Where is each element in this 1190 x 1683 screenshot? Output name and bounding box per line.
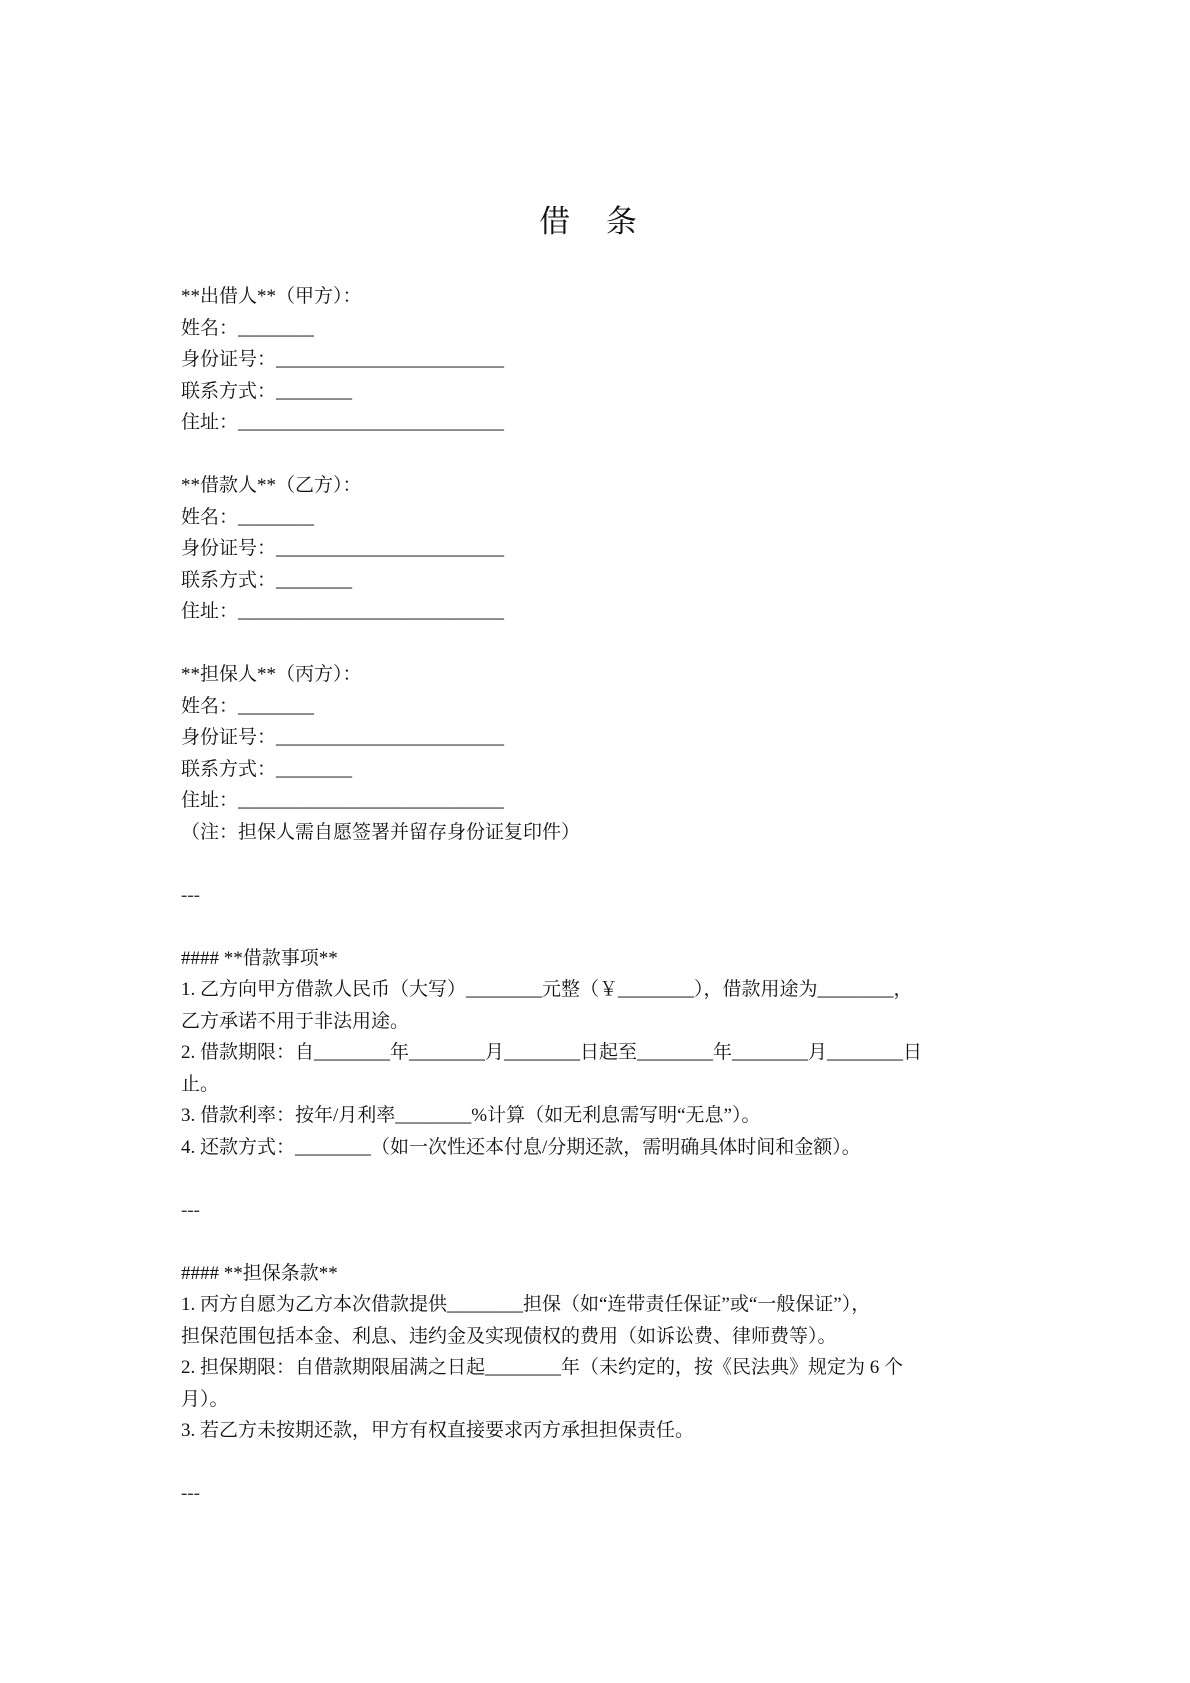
loan-term-item-2: 2. 借款期限：自________年________月________日起至________年________月________日 <box>181 1042 923 1063</box>
spacer <box>181 628 1021 660</box>
borrower-id-field: 身份证号：________________________ <box>181 538 505 559</box>
guarantee-term-item-2: 2. 担保期限：自借款期限届满之日起________年（未约定的，按《民法典》规定为 6 个 <box>181 1357 904 1378</box>
lender-id-field: 身份证号：________________________ <box>181 349 505 370</box>
spacer <box>181 911 1021 943</box>
spacer <box>181 1226 1021 1258</box>
section-separator: --- <box>181 884 200 906</box>
guarantor-address-field: 住址：____________________________ <box>181 790 505 811</box>
guarantor-contact-field: 联系方式：________ <box>181 758 353 780</box>
loan-terms-section <box>181 943 1021 1164</box>
section-separator: --- <box>181 1199 200 1221</box>
borrower-name-field: 姓名：________ <box>181 506 315 528</box>
spacer <box>181 439 1021 471</box>
lender-name-field: 姓名：________ <box>181 317 315 339</box>
loan-term-item-1-continued: 乙方承诺不用于非法用途。 <box>181 1010 410 1032</box>
guarantor-name-field: 姓名：________ <box>181 695 315 717</box>
borrower-heading: **借款人**（乙方）： <box>181 475 362 496</box>
loan-term-item-4: 4. 还款方式：________（如一次性还本付息/分期还款，需明确具体时间和金额）。 <box>181 1136 861 1158</box>
guarantor-heading: **担保人**（丙方）： <box>181 664 362 685</box>
loan-terms-heading: #### **借款事项** <box>181 947 338 969</box>
lender-address-field: 住址：____________________________ <box>181 412 505 433</box>
borrower-contact-field: 联系方式：________ <box>181 569 353 591</box>
loan-term-item-3: 3. 借款利率：按年/月利率________%计算（如无利息需写明“无息”）。 <box>181 1105 761 1126</box>
guarantee-term-item-2-continued: 月）。 <box>181 1388 229 1410</box>
document-body <box>181 281 1021 1510</box>
guarantor-section <box>181 659 1021 848</box>
guarantee-term-item-3: 3. 若乙方未按期还款，甲方有权直接要求丙方承担担保责任。 <box>181 1420 695 1441</box>
spacer <box>181 1447 1021 1479</box>
spacer <box>181 848 1021 880</box>
spacer <box>181 1163 1021 1195</box>
lender-section <box>181 281 1021 439</box>
guarantee-term-item-1: 1. 丙方自愿为乙方本次借款提供________担保（如“连带责任保证”或“一般保证”）， <box>181 1294 871 1315</box>
loan-term-item-1: 1. 乙方向甲方借款人民币（大写）________元整（￥________），借款用途为________， <box>181 979 913 1000</box>
guarantor-id-field: 身份证号：________________________ <box>181 727 505 748</box>
guarantee-terms-section <box>181 1258 1021 1447</box>
guarantor-note: （注：担保人需自愿签署并留存身份证复印件） <box>181 821 581 843</box>
borrower-address-field: 住址：____________________________ <box>181 601 505 622</box>
guarantee-terms-heading: #### **担保条款** <box>181 1262 338 1284</box>
lender-contact-field: 联系方式：________ <box>181 380 353 402</box>
borrower-section <box>181 470 1021 628</box>
document-title: 借 条 <box>539 204 651 239</box>
lender-heading: **出借人**（甲方）： <box>181 286 362 307</box>
section-separator: --- <box>181 1483 200 1504</box>
guarantee-term-item-1-continued: 担保范围包括本金、利息、违约金及实现债权的费用（如诉讼费、律师费等）。 <box>181 1325 837 1347</box>
loan-term-item-2-continued: 止。 <box>181 1073 220 1095</box>
